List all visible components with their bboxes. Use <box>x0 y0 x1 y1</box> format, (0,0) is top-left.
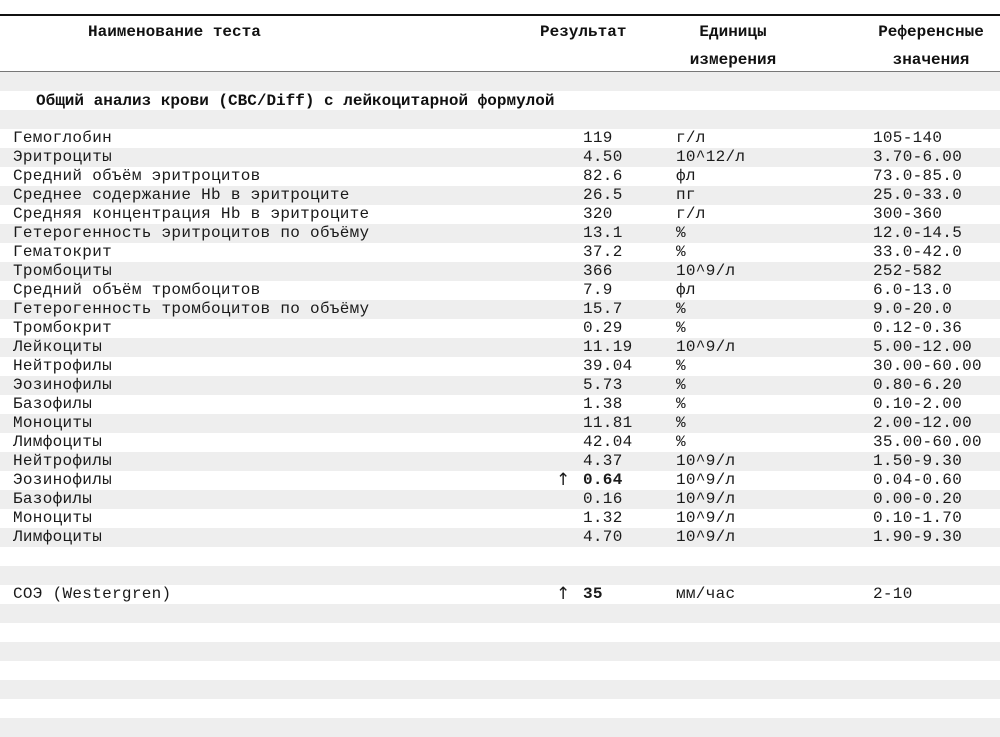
test-unit: 10^9/л <box>676 528 736 546</box>
test-unit: фл <box>676 167 696 185</box>
test-result: 11.81 <box>583 414 633 432</box>
result-row <box>0 414 1000 433</box>
row-stripe <box>0 680 1000 699</box>
test-result: 0.64 <box>583 471 623 489</box>
result-row <box>0 471 1000 490</box>
test-result: 39.04 <box>583 357 633 375</box>
test-reference-range: 2.00-12.00 <box>873 414 973 432</box>
result-row <box>0 395 1000 414</box>
test-result: 82.6 <box>583 167 623 185</box>
test-unit: 10^9/л <box>676 262 736 280</box>
top-rule <box>0 14 1000 16</box>
test-result: 5.73 <box>583 376 623 394</box>
test-result: 1.32 <box>583 509 623 527</box>
result-row <box>0 167 1000 186</box>
test-unit: % <box>676 395 686 413</box>
test-reference-range: 25.0-33.0 <box>873 186 963 204</box>
result-row <box>0 452 1000 471</box>
test-reference-range: 1.90-9.30 <box>873 528 963 546</box>
test-name: Средняя концентрация Hb в эритроците <box>13 205 370 223</box>
test-unit: фл <box>676 281 696 299</box>
result-row <box>0 243 1000 262</box>
test-result: 320 <box>583 205 613 223</box>
test-result: 7.9 <box>583 281 613 299</box>
row-stripe <box>0 604 1000 623</box>
test-unit: пг <box>676 186 696 204</box>
high-flag-icon: ↑ <box>556 584 571 604</box>
result-row <box>0 433 1000 452</box>
test-name: Эозинофилы <box>13 376 113 394</box>
test-unit: % <box>676 376 686 394</box>
test-reference-range: 73.0-85.0 <box>873 167 963 185</box>
result-row <box>0 129 1000 148</box>
test-reference-range: 35.00-60.00 <box>873 433 982 451</box>
test-name: Базофилы <box>13 490 93 508</box>
test-result: 35 <box>583 585 603 603</box>
test-reference-range: 0.10-1.70 <box>873 509 963 527</box>
test-unit: % <box>676 433 686 451</box>
header-test-name: Наименование теста <box>88 23 261 41</box>
test-result: 42.04 <box>583 433 633 451</box>
header-reference: Референсные значения <box>878 23 984 69</box>
test-result: 13.1 <box>583 224 623 242</box>
result-row <box>0 319 1000 338</box>
test-reference-range: 0.10-2.00 <box>873 395 963 413</box>
test-name: Лимфоциты <box>13 433 103 451</box>
test-name: Гемоглобин <box>13 129 113 147</box>
test-unit: % <box>676 414 686 432</box>
test-unit: 10^9/л <box>676 452 736 470</box>
test-unit: % <box>676 357 686 375</box>
test-unit: мм/час <box>676 585 736 603</box>
test-unit: % <box>676 224 686 242</box>
test-name: Тромбоциты <box>13 262 113 280</box>
result-row <box>0 300 1000 319</box>
result-row <box>0 357 1000 376</box>
test-name: Эритроциты <box>13 148 113 166</box>
test-reference-range: 105-140 <box>873 129 943 147</box>
test-unit: г/л <box>676 205 706 223</box>
test-unit: % <box>676 243 686 261</box>
row-stripe <box>0 72 1000 91</box>
test-name: Нейтрофилы <box>13 357 113 375</box>
test-name: Средний объём тромбоцитов <box>13 281 261 299</box>
test-result: 1.38 <box>583 395 623 413</box>
test-name: Среднее содержание Hb в эритроците <box>13 186 350 204</box>
test-unit: 10^9/л <box>676 509 736 527</box>
test-reference-range: 0.12-0.36 <box>873 319 963 337</box>
test-name: Гематокрит <box>13 243 113 261</box>
test-reference-range: 12.0-14.5 <box>873 224 963 242</box>
test-reference-range: 6.0-13.0 <box>873 281 953 299</box>
section-title: Общий анализ крови (CBC/Diff) с лейкоцитарной формулой <box>36 92 555 110</box>
result-row <box>0 509 1000 528</box>
test-unit: 10^9/л <box>676 338 736 356</box>
result-row <box>0 376 1000 395</box>
test-result: 37.2 <box>583 243 623 261</box>
test-result: 0.16 <box>583 490 623 508</box>
result-row <box>0 205 1000 224</box>
test-reference-range: 3.70-6.00 <box>873 148 963 166</box>
result-row <box>0 262 1000 281</box>
result-row <box>0 338 1000 357</box>
row-stripe <box>0 718 1000 737</box>
test-result: 26.5 <box>583 186 623 204</box>
test-unit: % <box>676 300 686 318</box>
test-result: 366 <box>583 262 613 280</box>
test-result: 0.29 <box>583 319 623 337</box>
test-result: 15.7 <box>583 300 623 318</box>
test-unit: г/л <box>676 129 706 147</box>
result-row <box>0 148 1000 167</box>
test-reference-range: 252-582 <box>873 262 943 280</box>
result-row <box>0 528 1000 547</box>
result-row <box>0 224 1000 243</box>
test-result: 119 <box>583 129 613 147</box>
test-name: Нейтрофилы <box>13 452 113 470</box>
row-stripe <box>0 642 1000 661</box>
header-result: Результат <box>540 23 627 41</box>
test-reference-range: 0.80-6.20 <box>873 376 963 394</box>
test-name: Моноциты <box>13 414 93 432</box>
test-name: Лимфоциты <box>13 528 103 546</box>
test-name: Средний объём эритроцитов <box>13 167 261 185</box>
test-result: 4.37 <box>583 452 623 470</box>
high-flag-icon: ↑ <box>556 470 571 490</box>
test-reference-range: 0.00-0.20 <box>873 490 963 508</box>
row-stripe <box>0 110 1000 129</box>
test-reference-range: 9.0-20.0 <box>873 300 953 318</box>
test-reference-range: 33.0-42.0 <box>873 243 963 261</box>
row-stripe <box>0 566 1000 585</box>
test-reference-range: 300-360 <box>873 205 943 223</box>
test-unit: % <box>676 319 686 337</box>
test-reference-range: 0.04-0.60 <box>873 471 963 489</box>
result-row <box>0 186 1000 205</box>
test-result: 4.50 <box>583 148 623 166</box>
test-name: Лейкоциты <box>13 338 103 356</box>
test-name: Тромбокрит <box>13 319 113 337</box>
test-name: Моноциты <box>13 509 93 527</box>
test-name: Эозинофилы <box>13 471 113 489</box>
test-name: Гетерогенность тромбоцитов по объёму <box>13 300 370 318</box>
test-result: 4.70 <box>583 528 623 546</box>
esr-row <box>0 585 1000 604</box>
test-name: СОЭ (Westergren) <box>13 585 172 603</box>
test-unit: 10^12/л <box>676 148 746 166</box>
header-units: Единицы измерения <box>689 23 777 69</box>
test-unit: 10^9/л <box>676 471 736 489</box>
test-reference-range: 5.00-12.00 <box>873 338 973 356</box>
test-unit: 10^9/л <box>676 490 736 508</box>
test-name: Гетерогенность эритроцитов по объёму <box>13 224 370 242</box>
test-result: 11.19 <box>583 338 633 356</box>
result-row <box>0 490 1000 509</box>
test-reference-range: 30.00-60.00 <box>873 357 982 375</box>
test-reference-range: 2-10 <box>873 585 913 603</box>
test-reference-range: 1.50-9.30 <box>873 452 963 470</box>
result-row <box>0 281 1000 300</box>
test-name: Базофилы <box>13 395 93 413</box>
